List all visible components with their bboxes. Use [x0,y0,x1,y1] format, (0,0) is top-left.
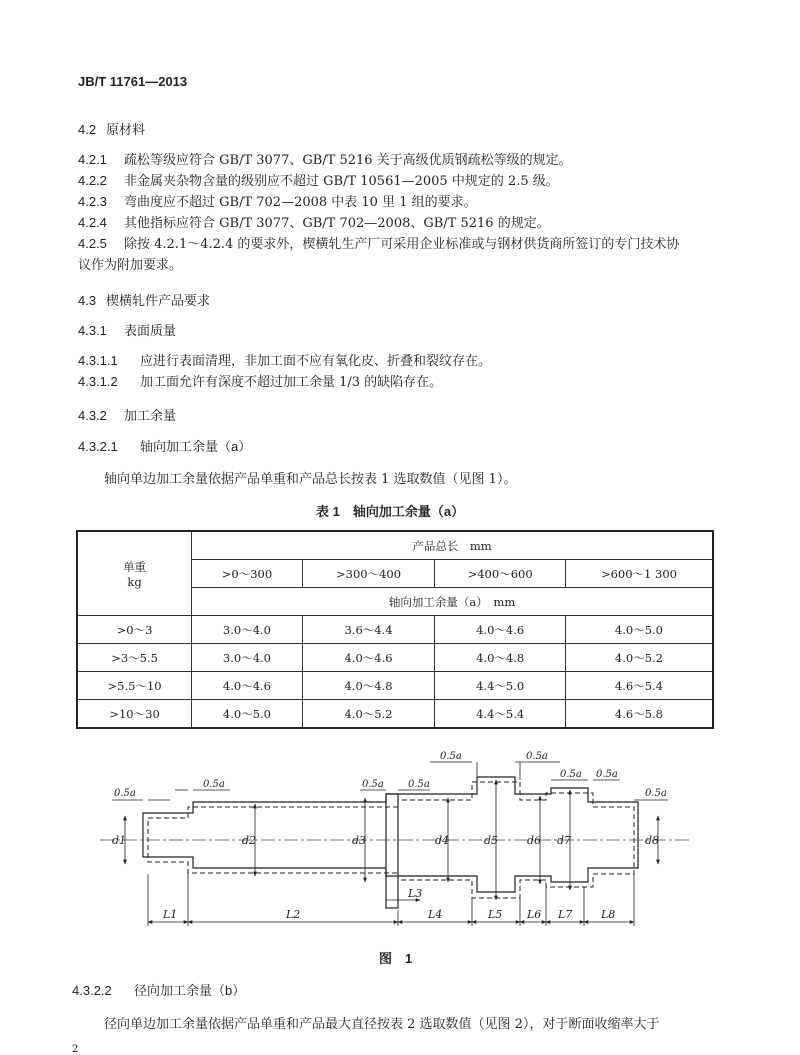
clause-text: 其他指标应符合 GB/T 3077、GB/T 702—2008、GB/T 5216 的规定。 [124,216,550,231]
L8-label: L8 [601,908,616,921]
section-title: 楔横轧件产品要求 [106,293,211,308]
d2-label: d2 [242,834,257,847]
L6-label: L6 [527,908,542,921]
section-4-2-heading [78,119,145,138]
value-cell: 4.0～5.0 [192,700,303,729]
value-cell: 4.0～5.0 [565,616,713,644]
d7-label: d7 [557,834,572,847]
length-group-header: 产品总长 mm [192,531,713,560]
section-title: 径向加工余量（b） [134,983,246,998]
length-col-header: >600～1 300 [565,560,713,588]
clause-4-2-1 [78,149,572,168]
length-col-header: >0～300 [192,560,303,588]
d8-label: d8 [645,834,660,847]
allowance-label: 0.5a [408,779,430,790]
corner-weight-label: 单重 [123,559,147,574]
section-number: 4.3.2.1 [78,439,118,454]
clause-text: 疏松等级应符合 GB/T 3077、GB/T 5216 关于高级优质钢疏松等级的规定。 [124,153,572,168]
clause-4-2-2 [78,170,559,189]
L4-label: L4 [428,908,443,921]
section-4-3-2-1-heading [78,436,251,455]
table-1-caption: 表 1 轴向加工余量（a） [316,504,465,519]
section-title: 表面质量 [124,323,177,338]
section-number: 4.2 [78,122,97,137]
figure-1-caption: 图 1 [379,951,413,966]
d1-label: d1 [112,834,127,847]
section-title: 轴向加工余量（a） [140,439,252,454]
value-cell: 4.0～4.8 [435,644,566,672]
clause-text: 弯曲度应不超过 GB/T 702—2008 中表 10 里 1 组的要求。 [124,195,477,210]
clause-number: 4.3.1.2 [78,374,118,389]
clause-4-2-5-continued: 议作为附加要求。 [78,258,183,273]
clause-number: 4.2.3 [78,194,107,209]
section-number: 4.3.1 [78,323,107,338]
clause-number: 4.3.1.1 [78,353,118,368]
section-title: 原材料 [106,122,146,137]
section-4-3-2-2-heading [72,980,245,999]
value-cell: 4.0～4.8 [302,672,435,700]
table-row [77,644,713,672]
L2-label: L2 [286,908,301,921]
L1-label: L1 [163,908,178,921]
section-number: 4.3 [78,293,97,308]
table-corner-header [77,531,192,616]
section-title: 加工余量 [124,408,177,423]
allowance-label: 0.5a [596,769,618,780]
d3-label: d3 [352,834,367,847]
clause-4-2-4 [78,212,550,231]
figure-1-shaft-drawing [0,740,800,940]
clause-number: 4.2.4 [78,215,107,230]
value-cell: 4.0～5.2 [302,700,435,729]
value-cell: 4.0～5.2 [565,644,713,672]
L5-label: L5 [488,908,503,921]
table-row [77,672,713,700]
value-cell: 4.0～4.6 [302,644,435,672]
value-cell: 3.0～4.0 [192,616,303,644]
allowance-sub-header: 轴向加工余量（a） mm [192,588,713,616]
weight-cell: >3～5.5 [77,644,192,672]
section-4-3-2-heading [78,405,176,424]
value-cell: 4.4～5.0 [435,672,566,700]
paragraph-4-3-2-1: 轴向单边加工余量依据产品单重和产品总长按表 1 选取数值（见图 1）。 [104,472,517,487]
clause-number: 4.2.5 [78,236,107,251]
allowance-label: 0.5a [362,779,384,790]
clause-text: 应进行表面清理，非加工面不应有氧化皮、折叠和裂纹存在。 [140,354,492,369]
section-4-3-1-heading [78,320,176,339]
L3-label: L3 [408,887,423,900]
L7-label: L7 [558,908,573,921]
length-col-header: >400～600 [435,560,566,588]
value-cell: 4.0～4.6 [435,616,566,644]
value-cell: 3.0～4.0 [192,644,303,672]
allowance-label: 0.5a [440,751,462,762]
value-cell: 4.0～4.6 [192,672,303,700]
corner-weight-unit: kg [127,574,142,589]
allowance-label: 0.5a [114,788,136,799]
clause-4-3-1-2 [78,371,442,390]
clause-4-2-3 [78,191,477,210]
clause-number: 4.2.2 [78,173,107,188]
value-cell: 4.6～5.8 [565,700,713,729]
section-4-3-heading [78,290,210,309]
section-number: 4.3.2.2 [72,983,112,998]
clause-text: 非金属夹杂物含量的级别应不超过 GB/T 10561—2005 中规定的 2.5 级。 [124,174,559,189]
allowance-label: 0.5a [560,769,582,780]
allowance-label: 0.5a [203,779,225,790]
d4-label: d4 [435,834,450,847]
standard-code: JB/T 11761—2013 [78,74,188,89]
clause-number: 4.2.1 [78,152,107,167]
clause-4-3-1-1 [78,350,491,369]
weight-cell: >5.5～10 [77,672,192,700]
value-cell: 4.6～5.4 [565,672,713,700]
clause-text: 加工面允许有深度不超过加工余量 1/3 的缺陷存在。 [140,375,443,390]
weight-cell: >0～3 [77,616,192,644]
table-row [77,700,713,729]
weight-cell: >10～30 [77,700,192,729]
clause-text: 除按 4.2.1～4.2.4 的要求外，楔横轧生产厂可采用企业标准或与钢材供货商所签订的专门技术协 [124,237,680,252]
table-1 [76,530,714,729]
allowance-label: 0.5a [526,751,548,762]
table-row [77,616,713,644]
value-cell: 3.6～4.4 [302,616,435,644]
d6-label: d6 [527,834,542,847]
section-number: 4.3.2 [78,408,107,423]
d5-label: d5 [484,834,499,847]
clause-4-2-5 [78,233,679,252]
value-cell: 4.4～5.4 [435,700,566,729]
paragraph-4-3-2-2: 径向单边加工余量依据产品单重和产品最大直径按表 2 选取数值（见图 2），对于断面收缩率大于 [104,1017,660,1032]
length-col-header: >300～400 [302,560,435,588]
allowance-label: 0.5a [645,788,667,799]
page-number: 2 [72,1044,79,1055]
